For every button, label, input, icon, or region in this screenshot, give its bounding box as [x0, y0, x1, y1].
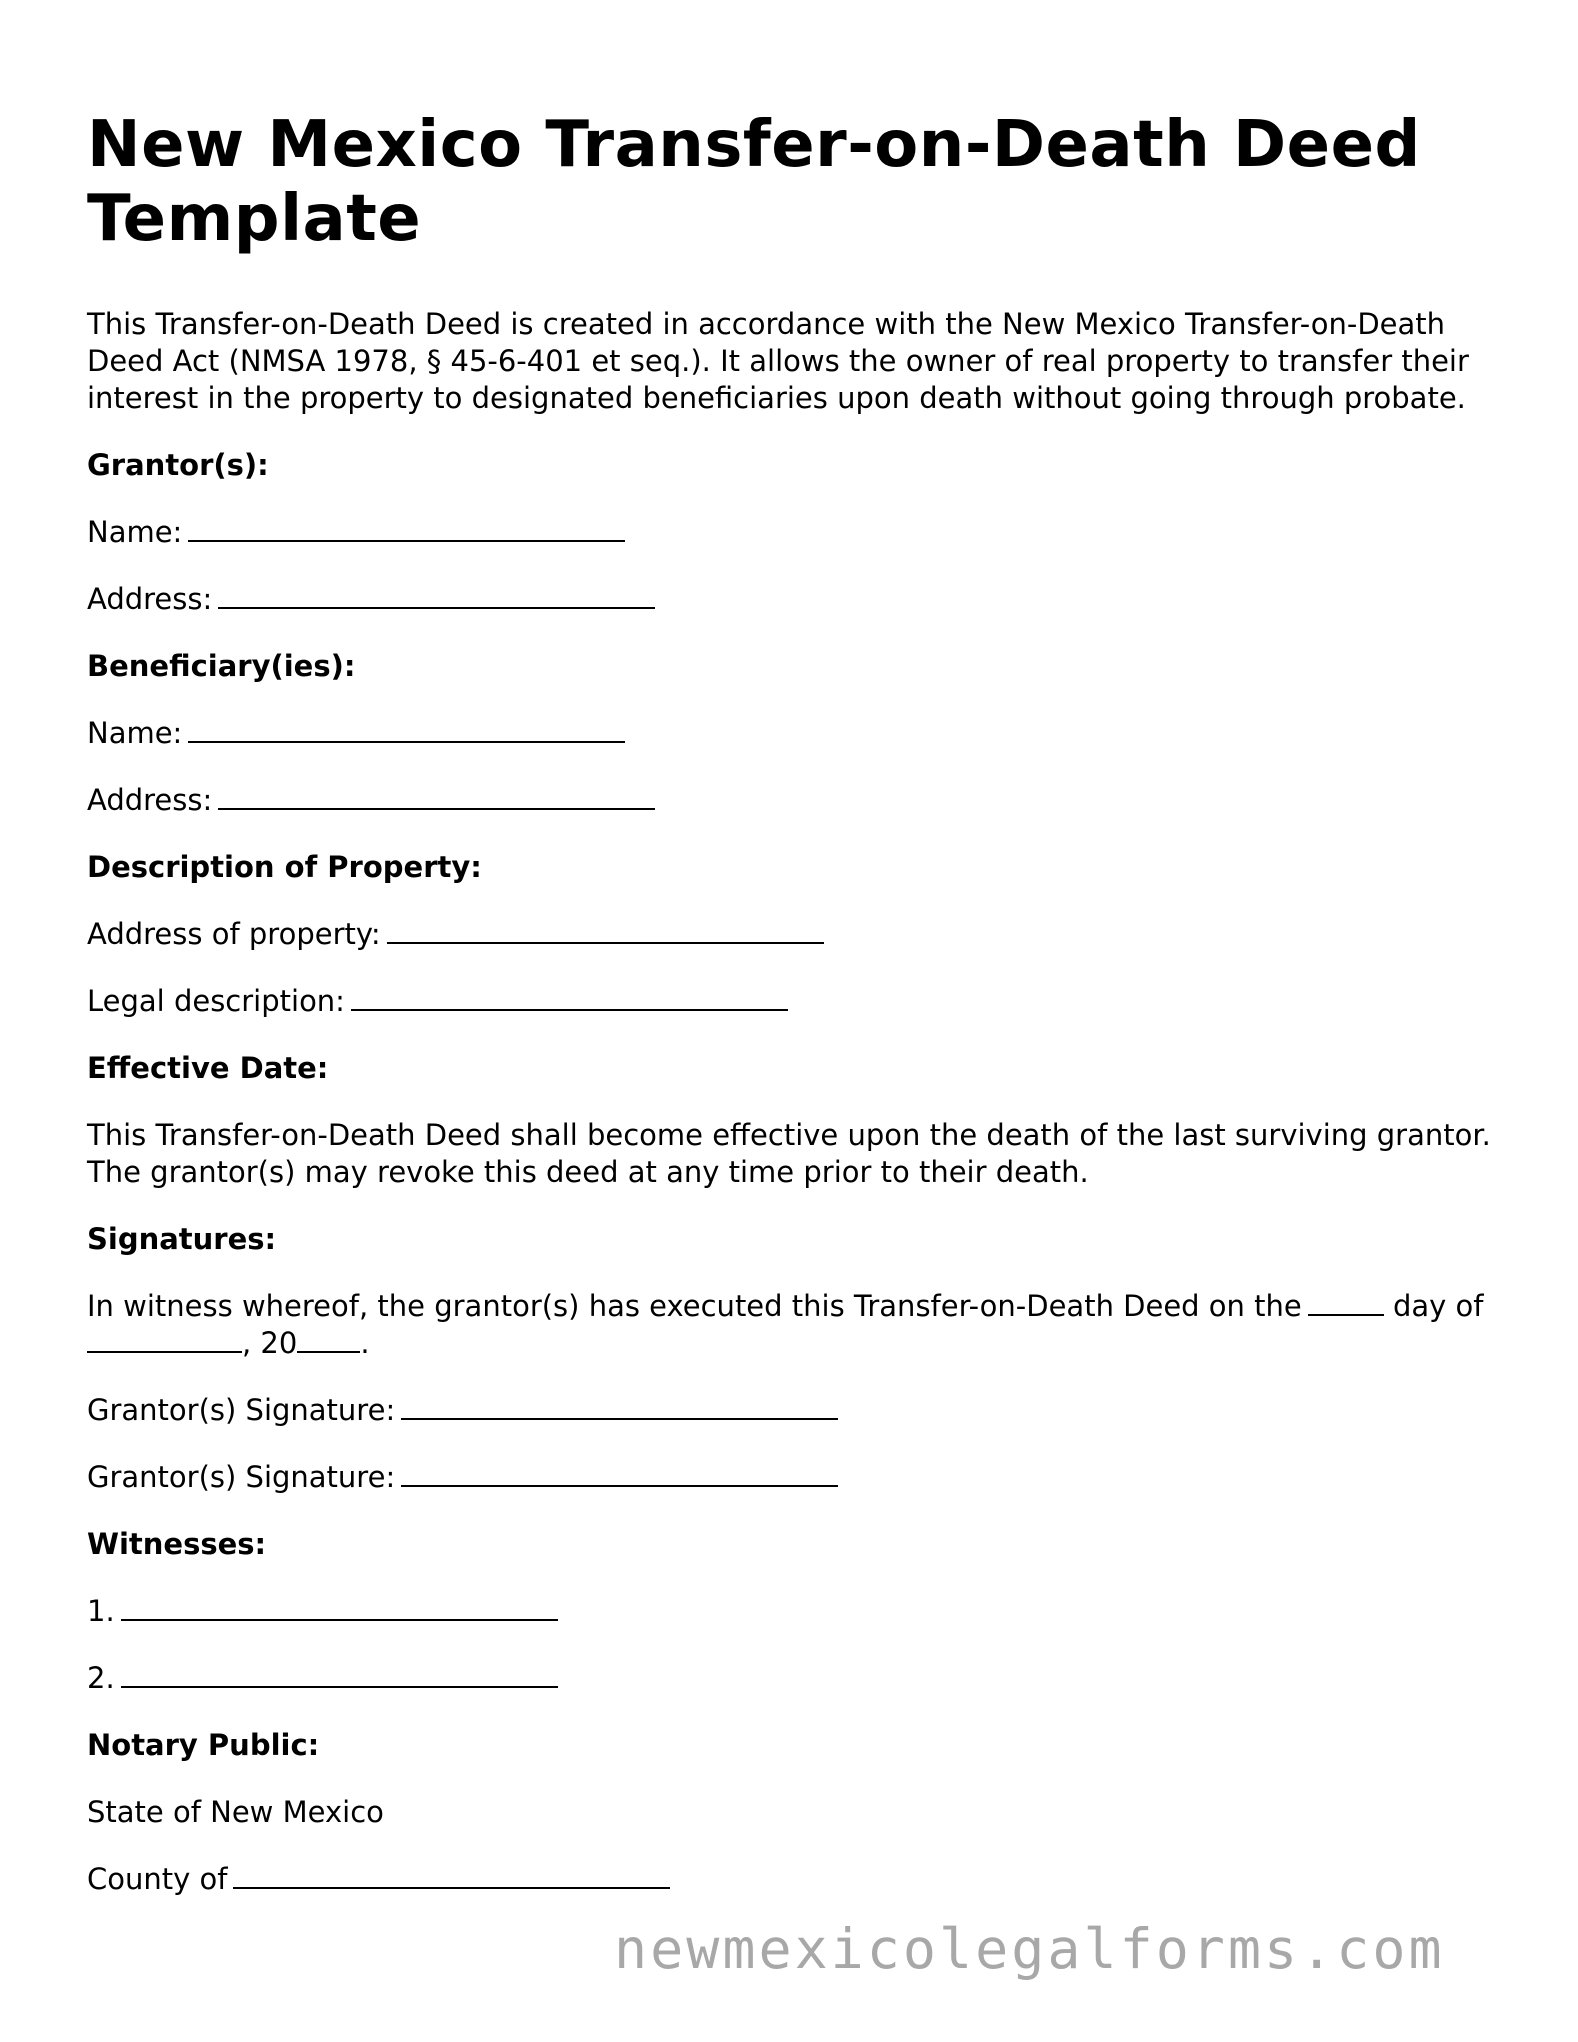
- grantor-address-field[interactable]: [218, 581, 655, 609]
- execution-text-start: In witness whereof, the grantor(s) has executed this Transfer-on-Death Deed on the: [87, 1289, 1302, 1323]
- property-address-label: Address of property:: [87, 917, 381, 951]
- grantor-signature-line-2: [87, 1459, 1507, 1496]
- grantor-address-line: [87, 581, 1507, 618]
- grantor-signature-label-2: Grantor(s) Signature:: [87, 1460, 396, 1494]
- witness-field-2[interactable]: [121, 1660, 558, 1688]
- deed-document: [87, 108, 1507, 1898]
- grantor-name-field[interactable]: [188, 514, 625, 542]
- execution-year-field[interactable]: [297, 1325, 360, 1353]
- document-title: New Mexico Transfer-on-Death Deed Template: [87, 108, 1421, 256]
- beneficiary-address-label: Address:: [87, 783, 213, 817]
- beneficiary-address-line: [87, 782, 1507, 819]
- site-watermark: newmexicolegalforms.com: [614, 1917, 1445, 1981]
- witness-number-2: 2.: [87, 1661, 115, 1695]
- execution-month-field[interactable]: [87, 1325, 242, 1353]
- execution-text-end: .: [360, 1326, 370, 1360]
- execution-day-field[interactable]: [1308, 1288, 1384, 1316]
- notary-county-field[interactable]: [233, 1861, 670, 1889]
- effective-date-heading: Effective Date:: [87, 1051, 329, 1085]
- notary-heading: Notary Public:: [87, 1728, 320, 1762]
- beneficiary-name-line: [87, 715, 1507, 752]
- grantor-address-label: Address:: [87, 582, 213, 616]
- execution-statement: [87, 1288, 1507, 1362]
- notary-state: State of New Mexico: [87, 1795, 384, 1829]
- legal-description-line: [87, 983, 1507, 1020]
- grantor-signature-field-1[interactable]: [401, 1392, 838, 1420]
- property-address-line: [87, 916, 1507, 953]
- witness-line-2: [87, 1660, 1507, 1697]
- grantor-signature-label-1: Grantor(s) Signature:: [87, 1393, 396, 1427]
- grantor-name-label: Name:: [87, 515, 183, 549]
- execution-text-year-prefix: , 20: [242, 1326, 298, 1360]
- beneficiaries-heading: Beneficiary(ies):: [87, 649, 356, 683]
- property-heading: Description of Property:: [87, 850, 482, 884]
- notary-county-label: County of: [87, 1862, 228, 1896]
- grantor-signature-field-2[interactable]: [401, 1459, 838, 1487]
- witness-line-1: [87, 1593, 1507, 1630]
- beneficiary-name-label: Name:: [87, 716, 183, 750]
- grantor-name-line: [87, 514, 1507, 551]
- signatures-heading: Signatures:: [87, 1222, 277, 1256]
- effective-date-text: This Transfer-on-Death Deed shall become effective upon the death of the last surviving grantor. The grantor(s) may revoke this deed at any time prior to their death.: [87, 1118, 1491, 1189]
- witness-number-1: 1.: [87, 1594, 115, 1628]
- intro-paragraph: This Transfer-on-Death Deed is created in accordance with the New Mexico Transfer-on-Death Deed Act (NMSA 1978, § 45-6-401 et seq.). It allows the owner of real property to transfer their interest in the property to designated beneficiaries upon death without going through probate.: [87, 307, 1469, 415]
- grantors-heading: Grantor(s):: [87, 448, 269, 482]
- execution-text-day-of: day of: [1392, 1289, 1484, 1323]
- witnesses-heading: Witnesses:: [87, 1527, 267, 1561]
- beneficiary-address-field[interactable]: [218, 782, 655, 810]
- grantor-signature-line-1: [87, 1392, 1507, 1429]
- legal-description-field[interactable]: [351, 983, 788, 1011]
- notary-county-line: [87, 1861, 1507, 1898]
- beneficiary-name-field[interactable]: [188, 715, 625, 743]
- property-address-field[interactable]: [387, 916, 824, 944]
- legal-description-label: Legal description:: [87, 984, 345, 1018]
- witness-field-1[interactable]: [121, 1593, 558, 1621]
